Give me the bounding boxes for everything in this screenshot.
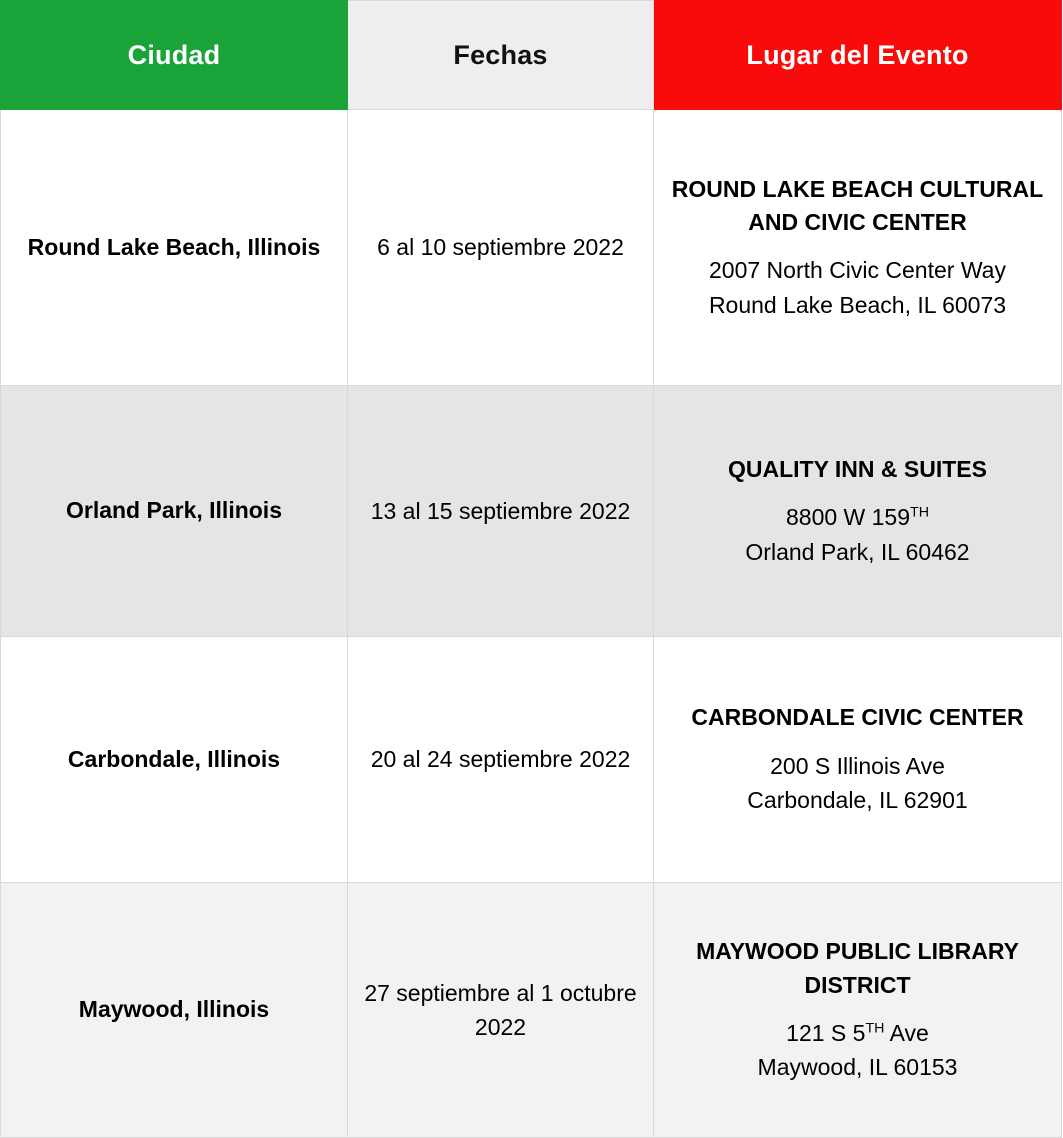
venue-address-ordinal-suffix: TH bbox=[910, 504, 930, 521]
column-header-city: Ciudad bbox=[1, 1, 348, 110]
cell-venue bbox=[654, 110, 1062, 386]
cell-dates: 6 al 10 septiembre 2022 bbox=[348, 110, 654, 386]
venue-name: MAYWOOD PUBLIC LIBRARY DISTRICT bbox=[696, 938, 1019, 998]
venue-name: QUALITY INN & SUITES bbox=[728, 455, 987, 482]
cell-city: Carbondale, Illinois bbox=[1, 637, 348, 883]
cell-dates: 20 al 24 septiembre 2022 bbox=[348, 637, 654, 883]
column-header-venue: Lugar del Evento bbox=[654, 1, 1062, 110]
cell-dates: 13 al 15 septiembre 2022 bbox=[348, 386, 654, 637]
table-header-row bbox=[1, 1, 1062, 110]
venue-address-line-1 bbox=[664, 1016, 1051, 1051]
cell-city: Orland Park, Illinois bbox=[1, 386, 348, 637]
venue-address-line-1: 2007 North Civic Center Way bbox=[709, 257, 1006, 284]
cell-city: Round Lake Beach, Illinois bbox=[1, 110, 348, 386]
venue-name: ROUND LAKE BEACH CULTURAL AND CIVIC CENTER bbox=[671, 175, 1044, 235]
venue-address-line-2: Carbondale, IL 62901 bbox=[747, 787, 968, 814]
cell-venue bbox=[654, 883, 1062, 1138]
venue-address-line-2: Round Lake Beach, IL 60073 bbox=[708, 291, 1007, 318]
cell-venue bbox=[654, 386, 1062, 637]
venue-address-street-number: 8800 W 159 bbox=[785, 504, 911, 531]
cell-city: Maywood, Illinois bbox=[1, 883, 348, 1138]
table-row bbox=[1, 386, 1062, 637]
venue-address-line-1 bbox=[664, 500, 1051, 535]
venue-address-line-1: 200 S Illinois Ave bbox=[770, 752, 945, 779]
cell-dates: 27 septiembre al 1 octubre 2022 bbox=[348, 883, 654, 1138]
venue-address-street-type: Ave bbox=[884, 1019, 929, 1046]
venue-name: CARBONDALE CIVIC CENTER bbox=[691, 704, 1024, 731]
venue-address-line-2: Orland Park, IL 60462 bbox=[745, 538, 970, 565]
table-header bbox=[1, 1, 1062, 110]
venue-address-ordinal-suffix: TH bbox=[865, 1020, 885, 1037]
venue-address-line-2: Maywood, IL 60153 bbox=[757, 1054, 958, 1081]
table-row bbox=[1, 637, 1062, 883]
venue-address-street-number: 121 S 5 bbox=[786, 1019, 866, 1046]
table-body bbox=[1, 110, 1062, 1138]
cell-venue bbox=[654, 637, 1062, 883]
column-header-dates: Fechas bbox=[348, 1, 654, 110]
table-row bbox=[1, 110, 1062, 386]
table-row bbox=[1, 883, 1062, 1138]
